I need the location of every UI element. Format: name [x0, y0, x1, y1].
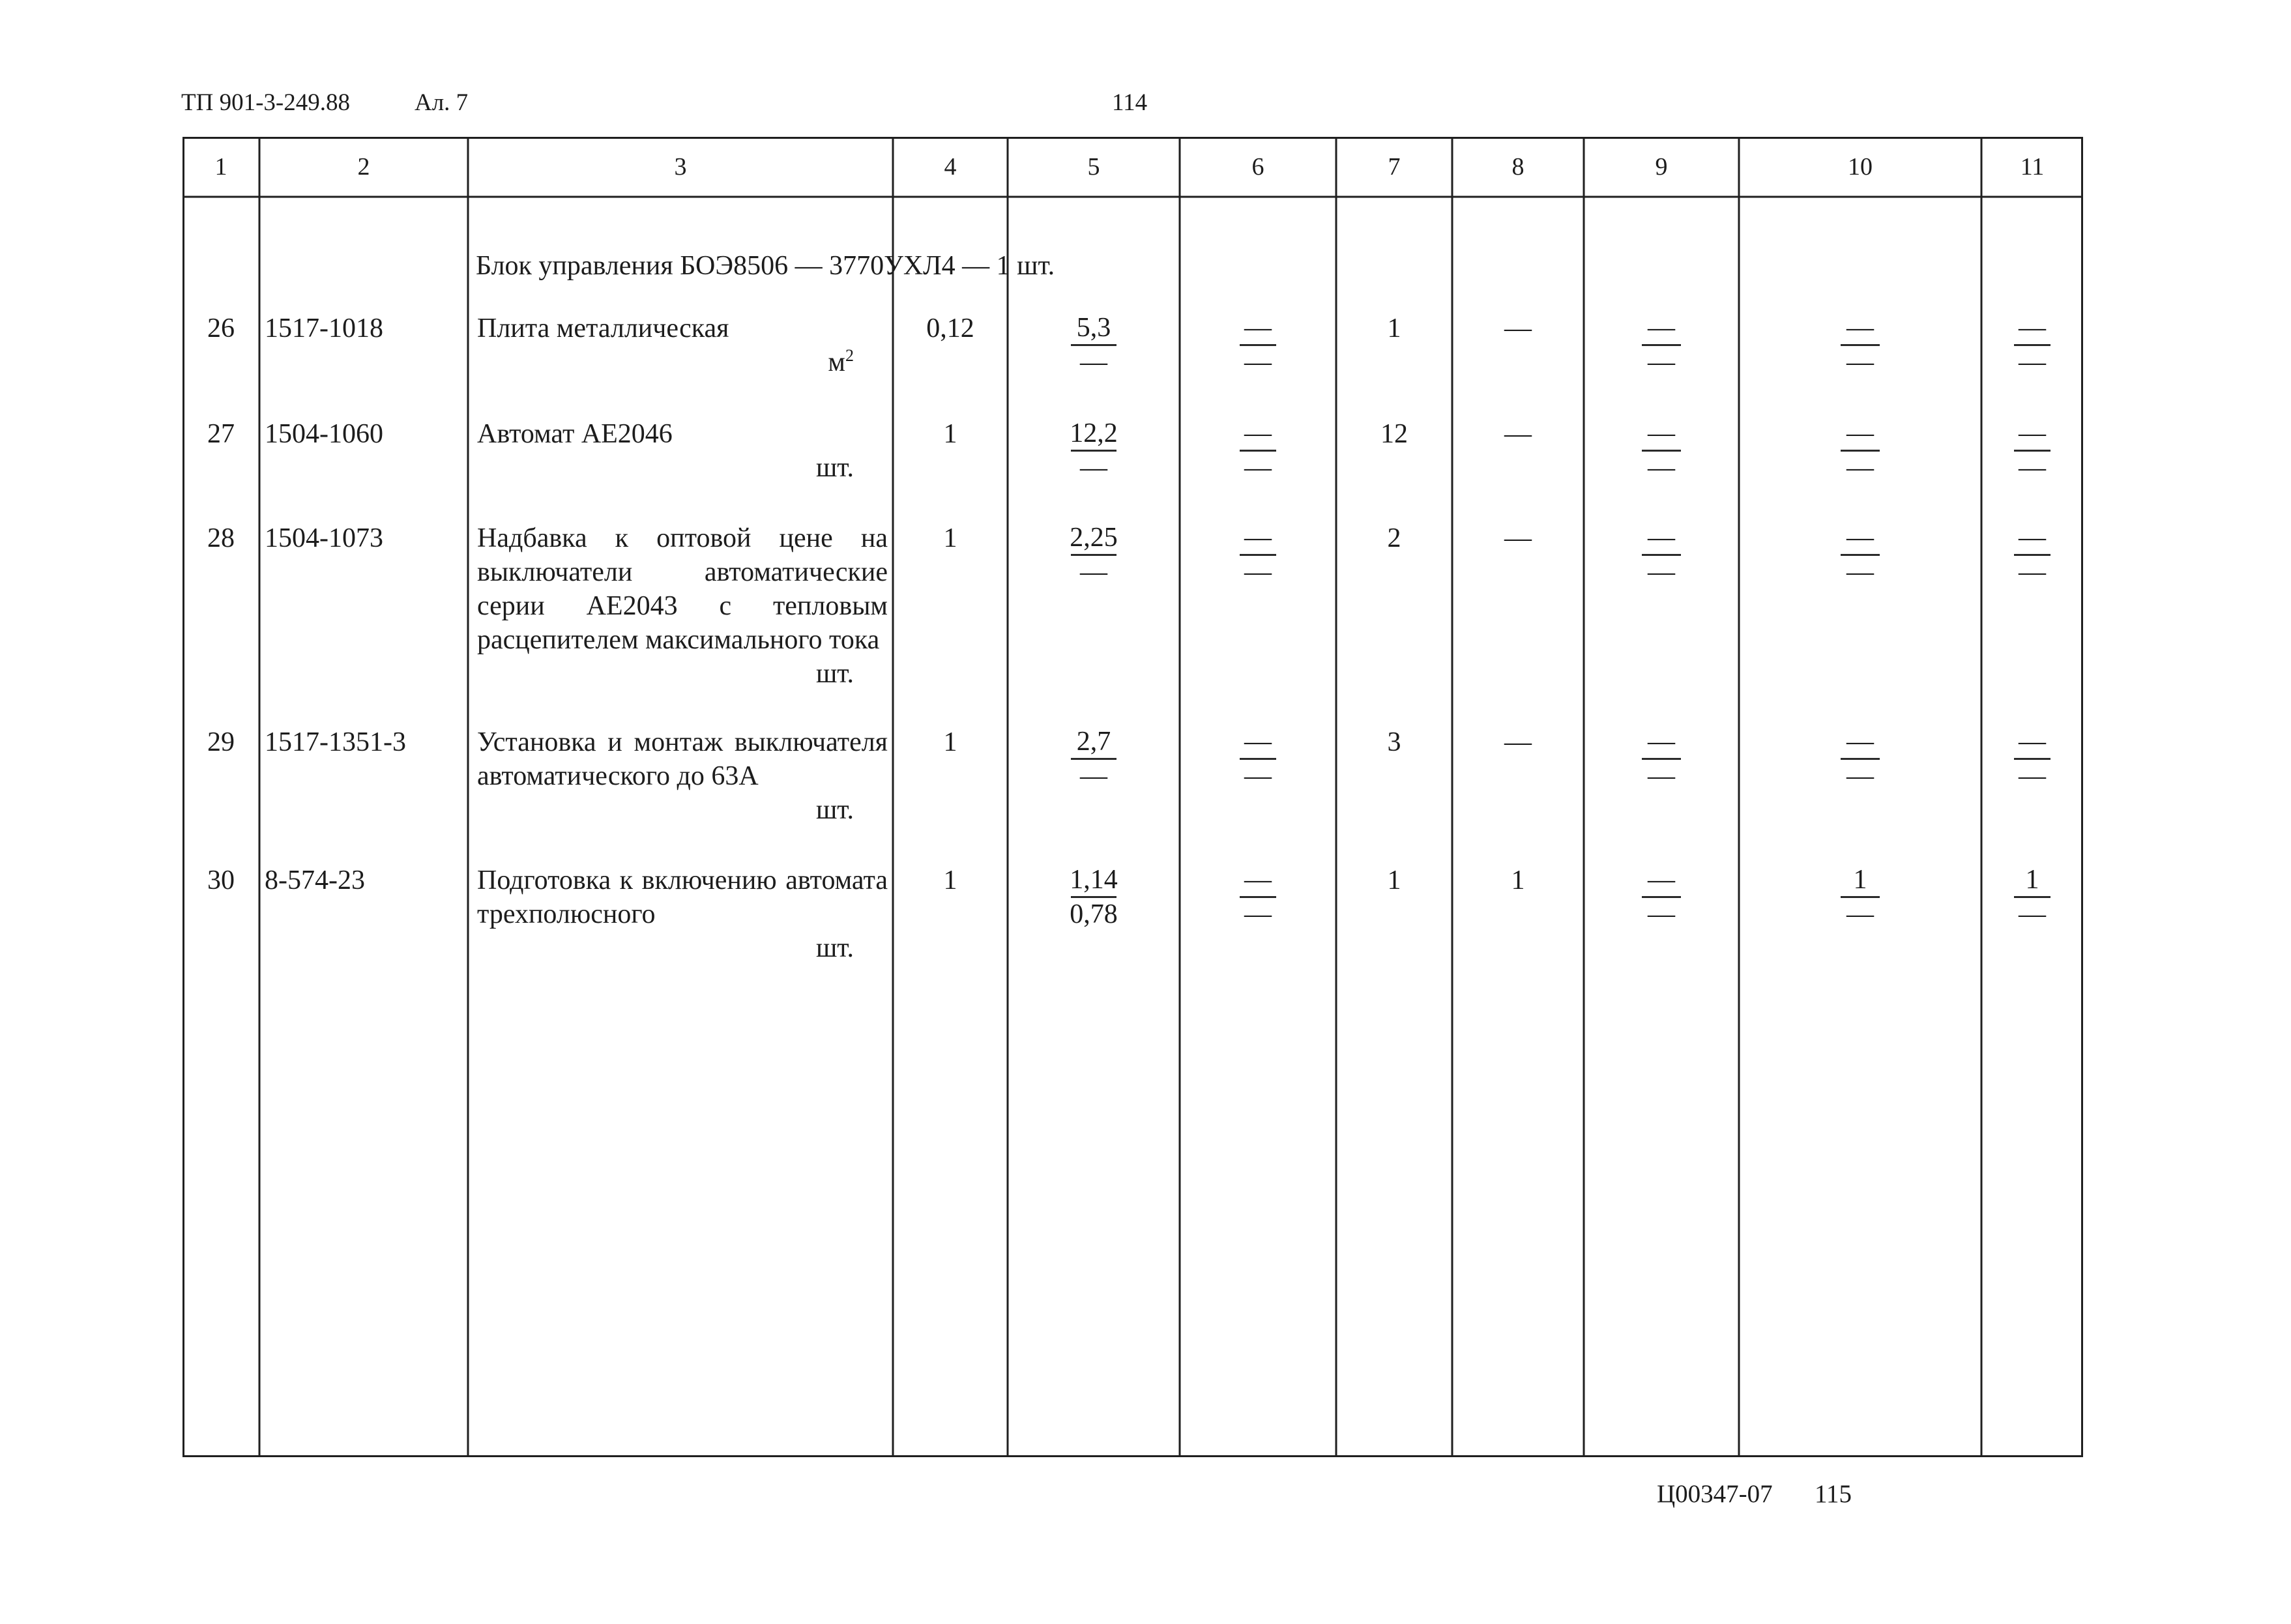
unit-price-bottom: — [1080, 557, 1107, 587]
unit-price [1008, 863, 1180, 931]
quantity: 1 [943, 419, 957, 449]
unit-of-measure [468, 931, 854, 965]
item-description: Автомат АЕ2046 [477, 419, 673, 449]
col9-value [1584, 521, 1739, 588]
unit-price-top: 1,14 [1070, 865, 1118, 895]
sheet-reference: Ал. 7 [415, 89, 469, 116]
unit-price [1008, 312, 1180, 379]
col9-value-bottom: — [1648, 453, 1675, 483]
col7-value: 1 [1387, 865, 1401, 895]
document-code: ТП 901-3-249.88 [181, 89, 350, 116]
footer-page-number: 115 [1815, 1480, 1852, 1508]
col9-value-top: — [1648, 418, 1675, 448]
col6-value-bottom: — [1244, 453, 1272, 483]
col9-value-top: — [1648, 523, 1675, 553]
col8-value: — [1504, 313, 1532, 343]
col10-value-bottom: — [1846, 453, 1874, 483]
col11-value-top: — [2019, 418, 2046, 448]
col7-value: 12 [1380, 419, 1408, 449]
col10-value [1739, 312, 1981, 379]
col9-value-top: — [1648, 865, 1675, 895]
column-header-3: 3 [674, 153, 687, 181]
quantity: 1 [943, 523, 957, 553]
col10-value-top: — [1846, 418, 1874, 448]
col6-value [1180, 863, 1336, 931]
col11-value-top: 1 [2025, 865, 2039, 895]
col10-value-top: — [1846, 523, 1874, 553]
col9-value [1584, 863, 1739, 931]
quantity: 1 [943, 865, 957, 895]
col10-value [1739, 417, 1981, 484]
page-number: 114 [1112, 89, 1148, 116]
col10-value-bottom: — [1846, 347, 1874, 377]
unit-price [1008, 521, 1180, 588]
unit-price-top: 5,3 [1076, 313, 1111, 343]
col8-value: — [1504, 419, 1532, 449]
col10-value [1739, 521, 1981, 588]
col7-value: 3 [1387, 727, 1401, 757]
footer-code: Ц00347-07 [1657, 1480, 1773, 1508]
col6-value-bottom: — [1244, 557, 1272, 587]
column-header-1: 1 [214, 153, 227, 181]
unit-text: шт. [815, 659, 854, 689]
col10-value [1739, 725, 1981, 792]
col9-value-bottom: — [1648, 899, 1675, 929]
row-number: 29 [207, 727, 235, 757]
col7-value: 1 [1387, 313, 1401, 343]
col6-value [1180, 312, 1336, 379]
col10-value-bottom: — [1846, 557, 1874, 587]
section-title: Блок управления БОЭ8506 — 3770УХЛ4 — 1 шт. [476, 251, 1055, 281]
col11-value [1981, 521, 2083, 588]
col6-value-top: — [1244, 727, 1272, 757]
column-header-8: 8 [1511, 153, 1525, 181]
item-description: Надбавка к оптовой цене на выключатели автоматические серии АЕ2043 с тепловым расцепителем максимального тока [477, 523, 888, 655]
col6-value [1180, 725, 1336, 792]
quantity: 0,12 [926, 313, 974, 343]
unit-text: шт. [815, 795, 854, 825]
col9-value [1584, 417, 1739, 484]
col11-value-bottom: — [2019, 557, 2046, 587]
col11-value [1981, 312, 2083, 379]
unit-price-bottom: — [1080, 453, 1107, 483]
unit-of-measure [468, 657, 854, 691]
col10-value-bottom: — [1846, 899, 1874, 929]
col9-value-top: — [1648, 727, 1675, 757]
col6-value [1180, 417, 1336, 484]
col11-value-top: — [2019, 313, 2046, 343]
unit-superscript: 2 [845, 346, 854, 365]
specification-table [182, 137, 2083, 1457]
unit-text: шт. [815, 933, 854, 963]
col8-value: — [1504, 727, 1532, 757]
row-number: 26 [207, 313, 235, 343]
row-number: 30 [207, 865, 235, 895]
col6-value-top: — [1244, 313, 1272, 343]
col11-value-bottom: — [2019, 761, 2046, 791]
col6-value-bottom: — [1244, 899, 1272, 929]
col9-value-bottom: — [1648, 557, 1675, 587]
row-number: 27 [207, 419, 235, 449]
col9-value [1584, 312, 1739, 379]
catalog-code: 8-574-23 [265, 865, 365, 895]
col9-value-bottom: — [1648, 761, 1675, 791]
col6-value-bottom: — [1244, 347, 1272, 377]
column-header-11: 11 [2020, 153, 2045, 181]
catalog-code: 1504-1073 [265, 523, 383, 553]
col11-value-bottom: — [2019, 347, 2046, 377]
col10-value-top: — [1846, 727, 1874, 757]
unit-price [1008, 725, 1180, 792]
unit-text: шт. [815, 453, 854, 483]
col11-value [1981, 417, 2083, 484]
column-header-9: 9 [1655, 153, 1668, 181]
item-description: Установка и монтаж выключателя автоматического до 63А [477, 727, 888, 791]
unit-price-bottom: 0,78 [1070, 899, 1118, 929]
unit-price-top: 2,25 [1070, 523, 1118, 553]
col9-value [1584, 725, 1739, 792]
col11-value [1981, 725, 2083, 792]
col10-value [1739, 863, 1981, 931]
col10-value-bottom: — [1846, 761, 1874, 791]
column-header-2: 2 [357, 153, 370, 181]
col6-value-top: — [1244, 865, 1272, 895]
row-number: 28 [207, 523, 235, 553]
unit-of-measure [468, 793, 854, 827]
catalog-code: 1517-1351-3 [265, 727, 406, 757]
unit-text: м [828, 347, 845, 377]
col11-value-top: — [2019, 727, 2046, 757]
col11-value [1981, 863, 2083, 931]
col9-value-top: — [1648, 313, 1675, 343]
col9-value-bottom: — [1648, 347, 1675, 377]
col11-value-bottom: — [2019, 453, 2046, 483]
col8-value: — [1504, 523, 1532, 553]
col11-value-bottom: — [2019, 899, 2046, 929]
unit-of-measure [468, 345, 854, 379]
catalog-code: 1517-1018 [265, 313, 383, 343]
col6-value [1180, 521, 1336, 588]
col10-value-top: 1 [1853, 865, 1867, 895]
unit-price [1008, 417, 1180, 484]
unit-of-measure [468, 451, 854, 485]
item-description: Подготовка к включению автомата трехполюсного [477, 865, 888, 929]
col7-value: 2 [1387, 523, 1401, 553]
catalog-code: 1504-1060 [265, 419, 383, 449]
column-header-10: 10 [1848, 153, 1873, 181]
quantity: 1 [943, 727, 957, 757]
col6-value-bottom: — [1244, 761, 1272, 791]
col11-value-top: — [2019, 523, 2046, 553]
col6-value-top: — [1244, 418, 1272, 448]
column-header-6: 6 [1251, 153, 1264, 181]
unit-price-top: 12,2 [1070, 418, 1118, 448]
col10-value-top: — [1846, 313, 1874, 343]
unit-price-bottom: — [1080, 761, 1107, 791]
unit-price-bottom: — [1080, 347, 1107, 377]
column-header-4: 4 [944, 153, 957, 181]
column-header-7: 7 [1388, 153, 1401, 181]
item-description: Плита металлическая [477, 313, 729, 343]
column-header-5: 5 [1087, 153, 1100, 181]
col6-value-top: — [1244, 523, 1272, 553]
unit-price-top: 2,7 [1076, 727, 1111, 757]
col8-value: 1 [1511, 865, 1525, 895]
